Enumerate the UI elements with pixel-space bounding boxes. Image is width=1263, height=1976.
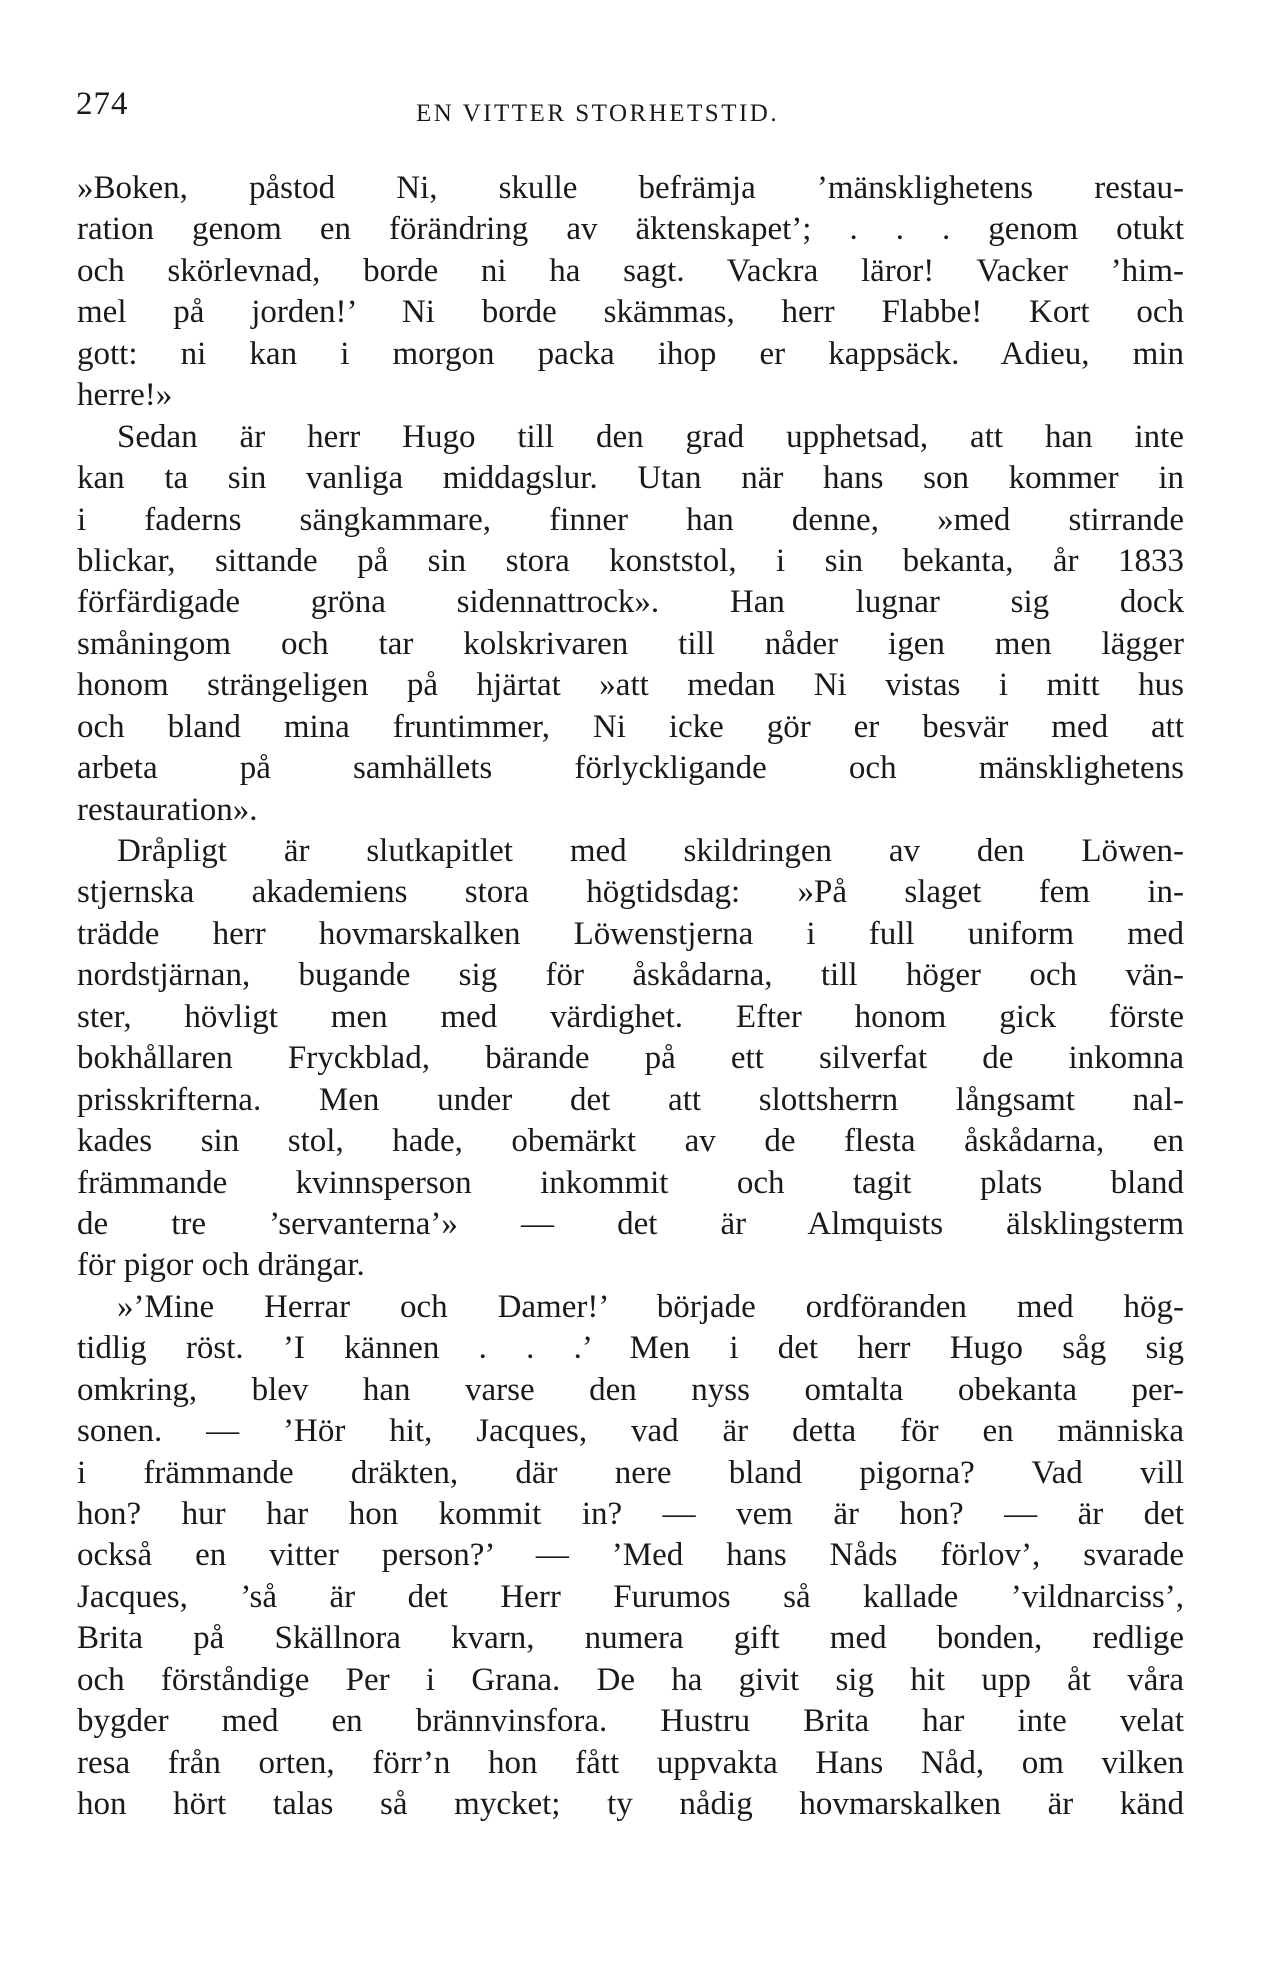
text-line: blickar, sittande på sin stora konststol, i sin bekanta, år 1833 [77,542,1184,579]
text-line: bygder med en brännvinsfora. Hustru Brita har inte velat [77,1703,1184,1740]
page-number: 274 [76,86,129,122]
text-line: ster, hövligt men med värdighet. Efter honom gick förste [77,998,1184,1035]
text-line: förfärdigade gröna sidennattrock». Han lugnar sig dock [77,584,1184,621]
text-line: i faderns sängkammare, finner han denne, »med stirrande [77,501,1184,538]
text-line: »’Mine Herrar och Damer!’ började ordföranden med hög- [117,1288,1184,1325]
running-head: EN VITTER STORHETSTID. [416,100,780,127]
text-line: de tre ’servanterna’» — det är Almquists älsklingsterm [77,1205,1184,1242]
text-line: och förståndige Per i Grana. De ha givit sig hit upp åt våra [77,1661,1184,1698]
text-line: hon hört talas så mycket; ty nådig hovmarskalken är känd [77,1786,1184,1823]
text-line: honom strängeligen på hjärtat »att medan Ni vistas i mitt hus [77,667,1184,704]
text-line: hon? hur har hon kommit in? — vem är hon? — är det [77,1496,1184,1532]
text-line: och skörlevnad, borde ni ha sagt. Vackra läror! Vacker ’him- [77,252,1184,289]
text-line: resa från orten, förr’n hon fått uppvakta Hans Nåd, om vilken [77,1744,1184,1781]
text-line: Brita på Skällnora kvarn, numera gift med bonden, redlige [77,1620,1184,1657]
text-line: främmande kvinnsperson inkommit och tagit plats bland [77,1164,1184,1201]
body-text [77,168,1184,1826]
text-line: omkring, blev han varse den nyss omtalta obekanta per- [77,1371,1184,1408]
text-line: stjernska akademiens stora högtidsdag: »På slaget fem in- [77,874,1184,911]
text-line: och bland mina fruntimmer, Ni icke gör er besvär med att [77,708,1184,745]
text-line: nordstjärnan, bugande sig för åskådarna, till höger och vän- [77,957,1184,994]
text-line: Dråpligt är slutkapitlet med skildringen av den Löwen- [117,833,1184,869]
text-line: prisskrifterna. Men under det att slottsherrn långsamt nal- [77,1081,1184,1118]
text-line: kan ta sin vanliga middagslur. Utan när hans son kommer in [77,460,1184,497]
text-line: arbeta på samhällets förlyckligande och mänsklighetens [77,750,1184,787]
text-line: trädde herr hovmarskalken Löwenstjerna i full uniform med [77,915,1184,952]
text-line: gott: ni kan i morgon packa ihop er kappsäck. Adieu, min [77,335,1184,372]
text-line: för pigor och drängar. [77,1247,365,1284]
text-line: ration genom en förändring av äktenskapet’; . . . genom otukt [77,211,1184,248]
text-line: sonen. — ’Hör hit, Jacques, vad är detta för en människa [77,1413,1184,1450]
text-line: också en vitter person?’ — ’Med hans Nåds förlov’, svarade [77,1537,1184,1574]
text-line: »Boken, påstod Ni, skulle befrämja ’mänsklighetens restau- [77,170,1184,206]
text-line: småningom och tar kolskrivaren till nåder igen men lägger [77,625,1184,662]
text-line: herre!» [77,377,173,414]
text-line: restauration». [77,791,258,828]
text-line: i främmande dräkten, där nere bland pigorna? Vad vill [77,1454,1184,1491]
text-line: bokhållaren Fryckblad, bärande på ett silverfat de inkomna [77,1040,1184,1077]
text-line: tidlig röst. ’I kännen . . .’ Men i det herr Hugo såg sig [77,1330,1184,1367]
text-line: Sedan är herr Hugo till den grad upphetsad, att han inte [117,418,1184,455]
text-line: mel på jorden!’ Ni borde skämmas, herr Flabbe! Kort och [77,294,1184,331]
text-line: kades sin stol, hade, obemärkt av de flesta åskådarna, en [77,1123,1184,1160]
page-header [76,86,1186,136]
text-line: Jacques, ’så är det Herr Furumos så kallade ’vildnarciss’, [77,1578,1184,1615]
